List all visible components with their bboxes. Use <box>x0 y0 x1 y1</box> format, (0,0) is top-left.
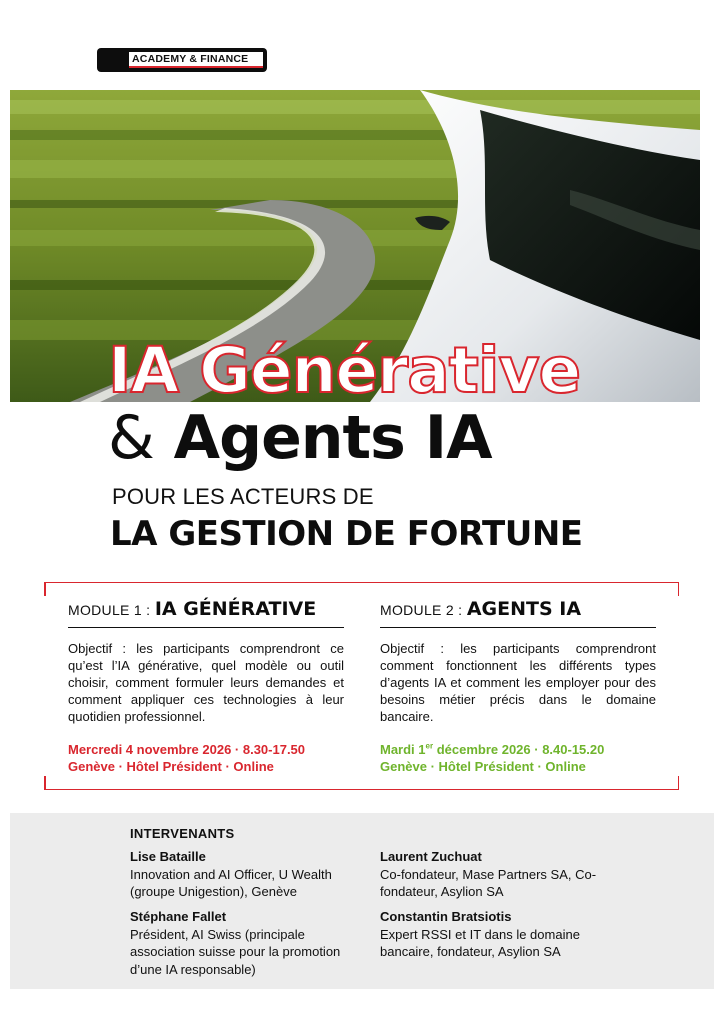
module-2-prefix: MODULE 2 : <box>380 602 463 618</box>
speaker-item <box>380 848 620 901</box>
speaker-name: Stéphane Fallet <box>130 909 227 924</box>
speaker-item <box>130 908 370 978</box>
speaker-role: Innovation and AI Officer, U Wealth (groupe Unigestion), Genève <box>130 866 332 899</box>
module-1-heading <box>68 598 344 628</box>
module-2-date-day: Mardi 1 <box>380 742 426 757</box>
main-title-line-2 <box>108 403 492 473</box>
subtitle-line-1: POUR LES ACTEURS DE <box>112 484 374 509</box>
speaker-name: Constantin Bratsiotis <box>380 909 512 924</box>
speaker-role: Co-fondateur, Mase Partners SA, Co-fondateur, Asylion SA <box>380 866 597 899</box>
module-1-location: Genève · Hôtel Président · Online <box>68 759 274 774</box>
speaker-role: Président, AI Swiss (principale association suisse pour la promotion d’une IA responsable) <box>130 926 341 977</box>
module-2-objective: Objectif : les participants comprendront comment fonctionnent les différents types d’agents IA et comment les employer pour des besoins métier précis dans le domaine bancaire. <box>380 641 656 724</box>
subtitle-line-2: LA GESTION DE FORTUNE <box>110 514 583 554</box>
module-2-heading <box>380 598 656 628</box>
module-2-name: AGENTS IA <box>466 598 582 620</box>
speaker-role: Expert RSSI et IT dans le domaine bancaire, fondateur, Asylion SA <box>380 926 580 959</box>
speakers-title: INTERVENANTS <box>130 826 235 841</box>
module-2-date-sup: er <box>425 741 434 751</box>
module-2-date <box>380 741 604 758</box>
academy-finance-badge <box>97 48 267 72</box>
badge-label: ACADEMY & FINANCE <box>129 52 263 68</box>
main-title-line-1: IA Générative <box>108 334 581 407</box>
module-2-date-rest: décembre 2026 · 8.40-15.20 <box>433 742 605 757</box>
module-2-location: Genève · Hôtel Président · Online <box>380 759 586 774</box>
speaker-item <box>130 848 370 901</box>
main-title-line-2-text: Agents IA <box>153 403 492 473</box>
frame-corner-left <box>44 776 46 790</box>
speaker-item <box>380 908 620 961</box>
speaker-name: Laurent Zuchuat <box>380 849 482 864</box>
module-2 <box>380 598 656 774</box>
module-1-objective: Objectif : les participants comprendront ce qu’est l’IA générative, quel modèle ou outil choisir, comment formuler leurs demandes et comment appliquer ces technologies à leur quotidien professionnel. <box>68 641 344 724</box>
module-1-name: IA GÉNÉRATIVE <box>154 598 317 620</box>
module-1-prefix: MODULE 1 : <box>68 602 151 618</box>
frame-corner-right <box>678 776 680 790</box>
module-1-date: Mercredi 4 novembre 2026 · 8.30-17.50 <box>68 742 306 757</box>
ampersand: & <box>108 403 154 473</box>
module-1 <box>68 598 344 774</box>
speaker-name: Lise Bataille <box>130 849 206 864</box>
